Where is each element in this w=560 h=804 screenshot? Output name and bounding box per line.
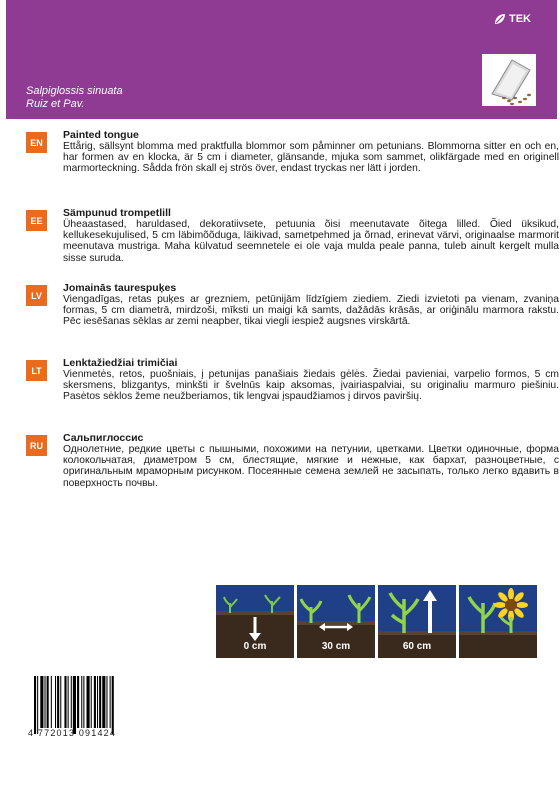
barcode-bar xyxy=(73,676,76,734)
section-title: Sämpunud trompetlill xyxy=(63,207,171,219)
lang-badge: EN xyxy=(26,132,47,153)
sowing-guide-strip xyxy=(216,585,537,658)
barcode-bar xyxy=(112,676,114,734)
section-body: Ettårig, sällsynt blomma med praktfulla blommor som påminner om petunians. Blommorna sitter en och en, har formen av en klocka, är 5 cm i diameter, glänsande, mjuka som sammet, olikfärgade med en originell marmorteckning. Sådda frön skall ej strös över, endast tryckas ner lätt i jorden. xyxy=(63,141,559,175)
barcode-bar xyxy=(34,676,36,734)
brand-name: TEK xyxy=(509,13,531,25)
leaf-icon xyxy=(493,12,507,26)
barcode-bar xyxy=(83,676,84,728)
barcode-bar xyxy=(110,676,111,728)
section-title: Сальпиглоссис xyxy=(63,432,144,444)
barcode-bar xyxy=(55,676,56,728)
barcode-bar xyxy=(94,676,96,728)
flowering-panel xyxy=(459,585,537,658)
latin-name-block xyxy=(26,85,123,111)
barcode-bar xyxy=(102,676,105,728)
barcode-bar xyxy=(97,676,98,728)
depth-label: 0 cm xyxy=(243,641,267,652)
section-title: Painted tongue xyxy=(63,129,139,141)
plant-spacing-panel xyxy=(297,585,375,658)
latin-name: Salpiglossis sinuata xyxy=(26,85,123,97)
header-banner xyxy=(6,0,557,119)
barcode-bar xyxy=(57,676,59,728)
height-label: 60 cm xyxy=(402,641,432,652)
lang-badge: RU xyxy=(26,435,47,456)
barcode-bar xyxy=(106,676,107,728)
section-body: Üheaastased, haruldased, dekoratiivsete, petuunia õisi meenutavate õitega lilled. Õied üksikud, kellukesekujulised, 5 cm läbimõõduga, läikivad, sametpehmed ja õrnad, erinevat värvi, originaalse marmorit meenutava mustriga. Maha külvatud seemnetele ei ole vaja mulda peale panna, tuleb ainult kergelt mulla sisse suruda. xyxy=(63,219,559,264)
barcode-icon xyxy=(34,676,138,734)
brand-logo xyxy=(493,12,531,26)
barcode-bar xyxy=(77,676,79,728)
section-title: Lenktažiedžiai trimičiai xyxy=(63,357,178,369)
spacing-label: 30 cm xyxy=(321,641,351,652)
barcode-bar xyxy=(81,676,82,728)
seed-packet-icon xyxy=(482,54,536,106)
plant-height-panel xyxy=(378,585,456,658)
barcode-bar xyxy=(60,676,61,728)
lang-badge: EE xyxy=(26,210,47,231)
barcode-bar xyxy=(40,676,43,728)
sunflower-icon xyxy=(459,585,537,658)
latin-author: Ruiz et Pav. xyxy=(26,98,85,110)
section-body: Viengadīgas, retas puķes ar grezniem, petūnijām līdzīgiem ziediem. Ziedi izvietoti pa vienam, zvaniņa formas, 5 cm diametrā, mirdzoši, mīksti un maigi kā samts, dažādās krāsās, ar oriģinālu marmora rakstu. Pēc iesēšanas sēklas ar zemi neapber, tikai viegli iespiež augsnes virskārtā. xyxy=(63,294,559,328)
barcode-bar xyxy=(99,676,101,728)
barcode-bar xyxy=(68,676,69,728)
barcode-bar xyxy=(71,676,72,728)
barcode-bar xyxy=(45,676,46,728)
section-title: Jomainās tauresрuķes xyxy=(63,282,177,294)
barcode-bar xyxy=(51,676,52,728)
barcode-bar xyxy=(37,676,38,734)
lang-badge: LT xyxy=(26,360,47,381)
barcode-bar xyxy=(47,676,49,728)
barcode-number: 4 772013 091424 xyxy=(28,728,117,738)
section-body: Однолетние, редкие цветы с пышными, похожими на петунии, цветками. Цветки одиночные, формa колокольчатая, диаметром 5 см, блестящие, мягкие и нежные, как бархат, разноцветные, с оригинальным мраморным рисунком. Посеянные семена землей не засыпать, только легко вдавить в поверхность почвы. xyxy=(63,444,559,489)
section-body: Vienmetės, retos, puošniais, į petunijas panašiais žiedais gėlės. Žiedai pavieniai, varpelio formos, 5 cm skersmens, blizgantys, minkšti ir švelnūs kaip aksomas, įvairiaspalviai, su originaliu marmuro piešiniu. Pasėtos sėklos žeme neužberiamos, tik lengvai įspaudžiamos į dirvos paviršių. xyxy=(63,369,559,403)
sowing-depth-panel xyxy=(216,585,294,658)
barcode-bar xyxy=(91,676,92,728)
barcode-bar xyxy=(64,676,66,728)
lang-badge: LV xyxy=(26,285,47,306)
barcode-bar xyxy=(87,676,90,728)
